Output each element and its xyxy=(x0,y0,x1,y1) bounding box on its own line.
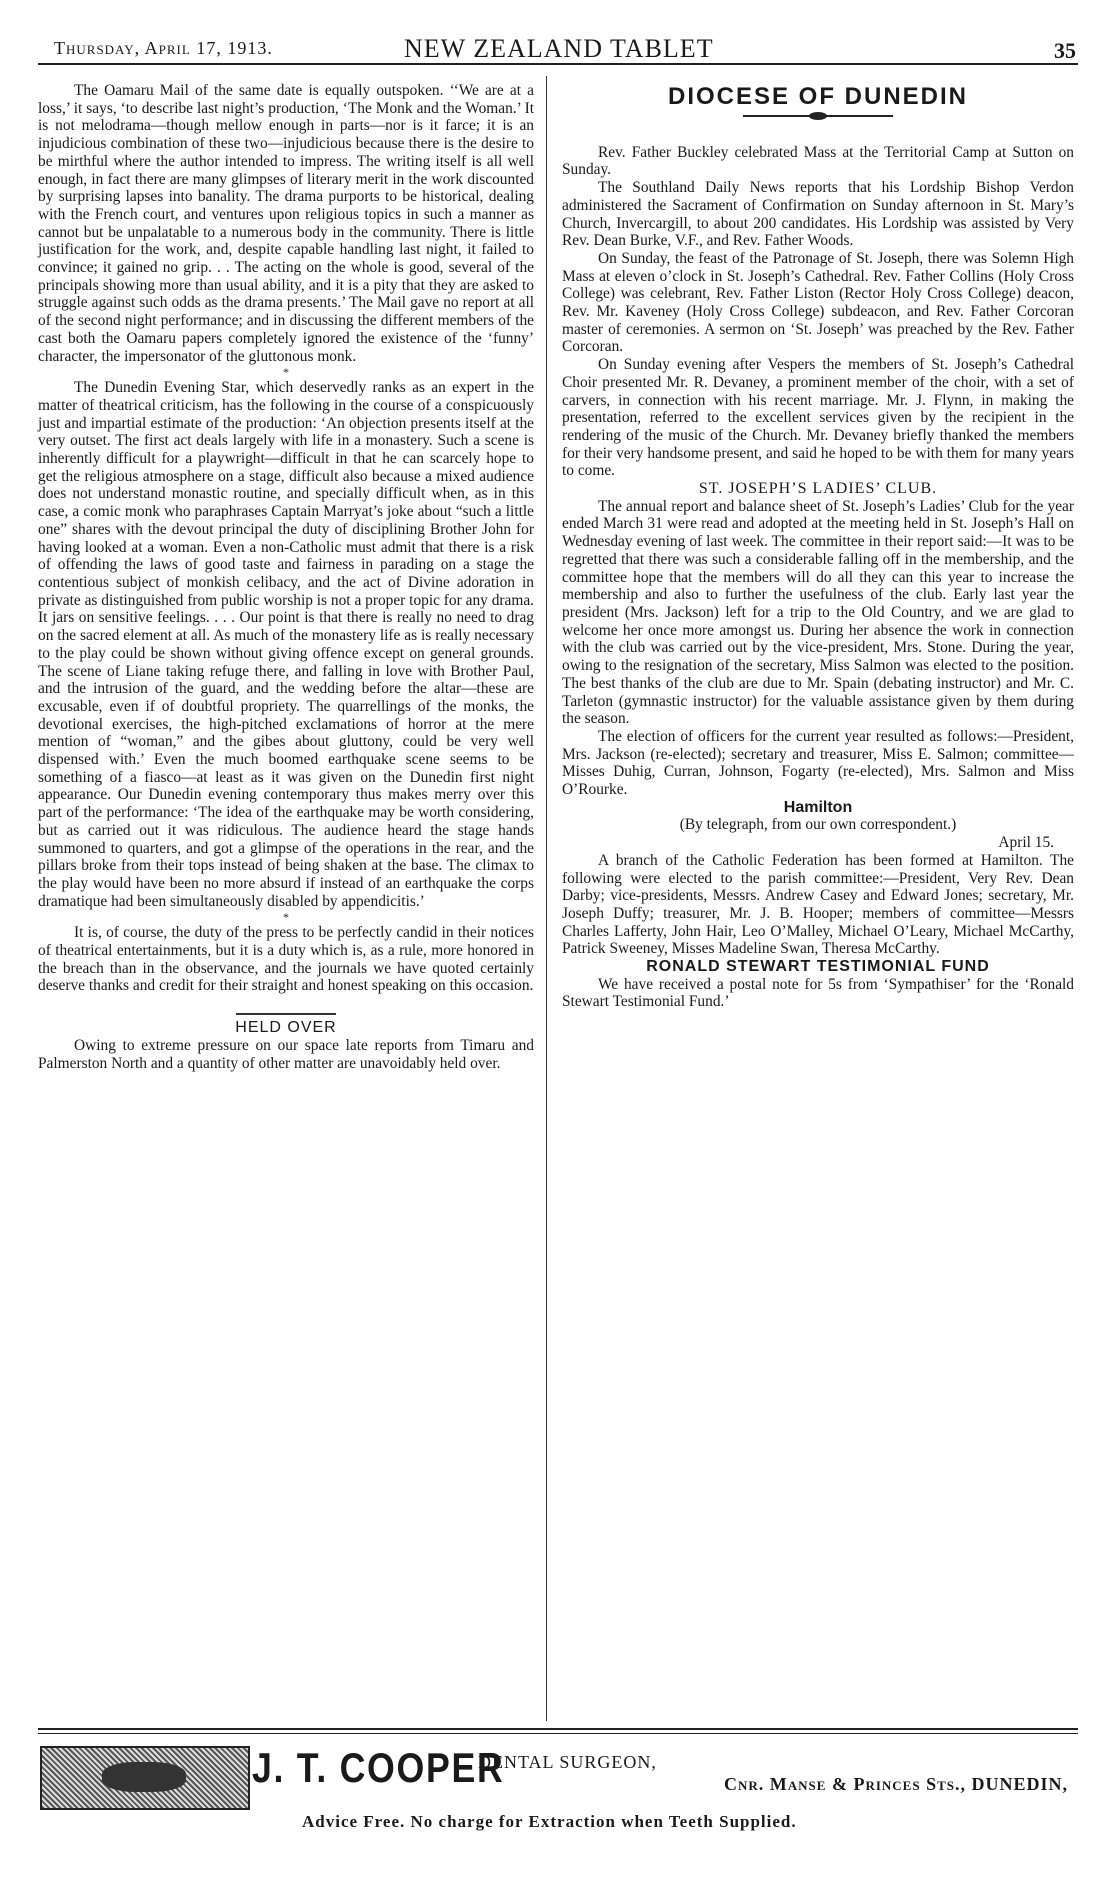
paragraph: The election of officers for the current year resulted as follows:—President, Mrs. Jackson (re-elected); secretary and treasurer, Miss E. Salmon; committee—Misses Duhig, Curran, Johnson, Fogarty (re-elected), Mrs. Salmon and Miss O’Rourke. xyxy=(562,727,1074,799)
held-over-heading: HELD OVER xyxy=(235,1019,337,1037)
paragraph: On Sunday evening after Vespers the members of St. Joseph’s Cathedral Choir presented Mr. R. Devaney, a prominent member of the choir, with a set of carvers, in connection with his recent marriage. Mr. J. Flynn, in making the presentation, referred to the excellent services given by the recipient in the rendering of the music of the Church. Mr. Devaney briefly thanked the members for their very handsome present, and said he hoped to be with them for many years to come. xyxy=(562,356,1074,480)
byline: (By telegraph, from our own correspondent.) xyxy=(679,816,957,834)
advert-note: Advice Free. No charge for Extraction when Teeth Supplied. xyxy=(302,1812,797,1831)
header-rule xyxy=(38,63,1078,65)
column-divider xyxy=(546,76,547,1721)
fund-heading: RONALD STEWART TESTIMONIAL FUND xyxy=(646,958,990,976)
dentist-advertisement xyxy=(38,1742,1078,1852)
newspaper-title: NEW ZEALAND TABLET xyxy=(404,34,714,63)
divider xyxy=(236,1013,336,1015)
hamilton-heading: Hamilton xyxy=(783,798,853,816)
paragraph: A branch of the Catholic Federation has been formed at Hamilton. The following were elected to the parish committee:—President, Very Rev. Dean Darby; vice-presidents, Messrs. Andrew Casey and Edward Jones; secretary, Mr. Joseph Duffy; treasurer, Mr. J. B. Hooper; members of committee—Messrs Charles Lafferty, John Hair, Leo O’Malley, Michael O’Leary, Michael McCarthy, Patrick Sweeney, Misses Madeline Swan, Theresa McCarthy. xyxy=(562,851,1074,958)
paragraph: On Sunday, the feast of the Patronage of St. Joseph, there was Solemn High Mass at eleven o’clock in St. Joseph’s Cathedral. Rev. Father Collins (Holy Cross College) was celebrant, Rev. Father Liston (Rector Holy Cross College) deacon, Rev. Mr. Kaveney (Holy Cross College) subdeacon, and Rev. Father Corcoran master of ceremonies. A sermon on ‘St. Joseph’ was preached by the Rev. Father Corcoran. xyxy=(562,249,1074,356)
section-star: * xyxy=(283,365,289,380)
advert-role: DENTAL SURGEON, xyxy=(478,1752,657,1772)
advert-name: J. T. COOPER xyxy=(252,1744,505,1791)
page-header xyxy=(44,34,1084,64)
paragraph: Owing to extreme pressure on our space late reports from Timaru and Palmerston North and a quantity of other matter are unavoidably held over. xyxy=(38,1036,534,1072)
right-column xyxy=(562,80,1074,1011)
paragraph: Rev. Father Buckley celebrated Mass at the Territorial Camp at Sutton on Sunday. xyxy=(562,143,1074,179)
paragraph: The Dunedin Evening Star, which deservedly ranks as an expert in the matter of theatrical criticism, has the following in the course of a conspicuously just and impartial estimate of the production: ‘An objection presents itself at the very outset. The first act deals largely with life in a monastery. Such a scene is inherently difficult for a playwright—difficult in that he can scarcely hope to get the religious atmosphere on a stage, difficult also because a mixed audience does not understand monastic routine, and specially difficult when, as in this case, a comic monk who paraphrases Captain Marryat’s joke about “such a little one” shares with the devout principal the duty of disciplining Brother John for having looked at a woman. Even a non-Catholic must admit that there is a risk of offending the laws of good taste and fairness in parading on a stage the contentious subject of monkish celibacy, and the act of Divine adoration in private as distinguished from public worship is not a proper topic for any drama. It jars on sensitive feelings. . . . Our point is that there is really no need to drag on the sacred element at all. As much of the monastery life as is really necessary to the play could be shown without giving offence except on general grounds. The scene of Liane taking refuge there, and falling in love with Brother Paul, and the intrusion of the guard, and the wedding before the altar—these are excusable, even if of doubtful propriety. The quarrellings of the monks, the devotional exercises, the high-pitched exclamations of horror at the mere mention of “woman,” and the gibes about gluttony, could be very well dispensed with.’ Even the much boomed earthquake scene seems to be something of a fiasco—at least as it was given on the Dunedin first night appearance. Our Dunedin evening contemporary thus makes merry over this part of the performance: ‘The idea of the earthquake may be worth considering, but as carried out it was ridiculous. The audience heard the stage hands summoned to quarters, and got a glimpse of the operations in the rear, and the pillars broke from their tops instead of being shaken at the base. The climax to the play would have been no more absurd if instead of an earthquake the corps dramatique had been simultaneously disabled by appendicitis.’ xyxy=(38,379,534,910)
paragraph: The Oamaru Mail of the same date is equally outspoken. ‘‘We are at a loss,’ it says, ‘to describe last night’s production, ‘The Monk and the Woman.’ It is not melodrama—though mellow enough in parts—nor is it farce; it is an injudicious combination of these two—injudicious because there is the desire to be mirthful where the author intended to impress. The writing itself is all well enough, in fact there are many glimpses of literary merit in the work discounted by surprising lapses into banality. The drama purports to be historical, dealing with the French court, and ventures upon religious topics in such a manner as cannot but be unpalatable to a numerous body in the community. There is little justification for the work, and, despite capable handling last night, it failed to convince; it gained no grip. . . The acting on the whole is good, several of the principals showing more than usual ability, and it is a pity that they are asked to struggle against such odds as the drama presents.’ The Mail gave no report at all of the second night performance; and in discussing the different members of the cast both the Oamaru papers completely ignored the existence of the ‘funny’ character, the impersonator of the gluttonous monk. xyxy=(38,82,534,365)
advert-rule-inner xyxy=(38,1733,1078,1734)
advert-rule-top xyxy=(38,1728,1078,1730)
paragraph: We have received a postal note for 5s from ‘Sympathiser’ for the ‘Ronald Stewart Testimonial Fund.’ xyxy=(562,975,1074,1011)
diocese-heading: DIOCESE OF DUNEDIN xyxy=(667,83,969,110)
paragraph: It is, of course, the duty of the press to be perfectly candid in their notices of theatrical entertainments, but it is a duty which is, as a rule, more honored in the breach than in the observance, and the journals we have quoted certainly deserve thanks and credit for their straight and honest speaking on this occasion. xyxy=(38,924,534,995)
left-column xyxy=(38,82,534,1072)
page-number: 35 xyxy=(1054,38,1076,63)
club-heading: ST. JOSEPH’S LADIES’ CLUB. xyxy=(698,480,938,498)
issue-date: Thursday, April 17, 1913. xyxy=(54,38,273,58)
section-star: * xyxy=(283,910,289,925)
paragraph: The annual report and balance sheet of St. Joseph’s Ladies’ Club for the year ended March 31 were read and adopted at the meeting held in St. Joseph’s Hall on Wednesday evening of last week. The committee in their report said:—It was to be regretted that there was such a considerable falling off in the membership, and the committee hope that the members will do all they can this year to increase the membership and also to further the usefulness of the club. Early last year the president (Mrs. Jackson) left for a trip to the Old Country, and we are glad to welcome her once more amongst us. During her absence the work in connection with the club was carried out by the vice-president, Mrs. Stone. During the year, owing to the resignation of the secretary, Miss Salmon was elected to the position. The best thanks of the club are due to Mr. Spain (debating instructor) and Mr. C. Tarleton (gymnastic instructor) for the valuable assistance given by them during the season. xyxy=(562,497,1074,728)
ornament-rule xyxy=(743,112,893,120)
advert-seal-icon xyxy=(40,1746,250,1810)
paragraph: The Southland Daily News reports that his Lordship Bishop Verdon administered the Sacrament of Confirmation on Sunday afternoon in St. Mary’s Church, Invercargill, to about 200 candidates. His Lordship was assisted by Very Rev. Dean Burke, V.F., and Rev. Father Woods. xyxy=(562,179,1074,250)
advert-address: Cnr. Manse & Princes Sts., DUNEDIN, xyxy=(724,1774,1068,1794)
dateline: April 15. xyxy=(998,834,1054,852)
